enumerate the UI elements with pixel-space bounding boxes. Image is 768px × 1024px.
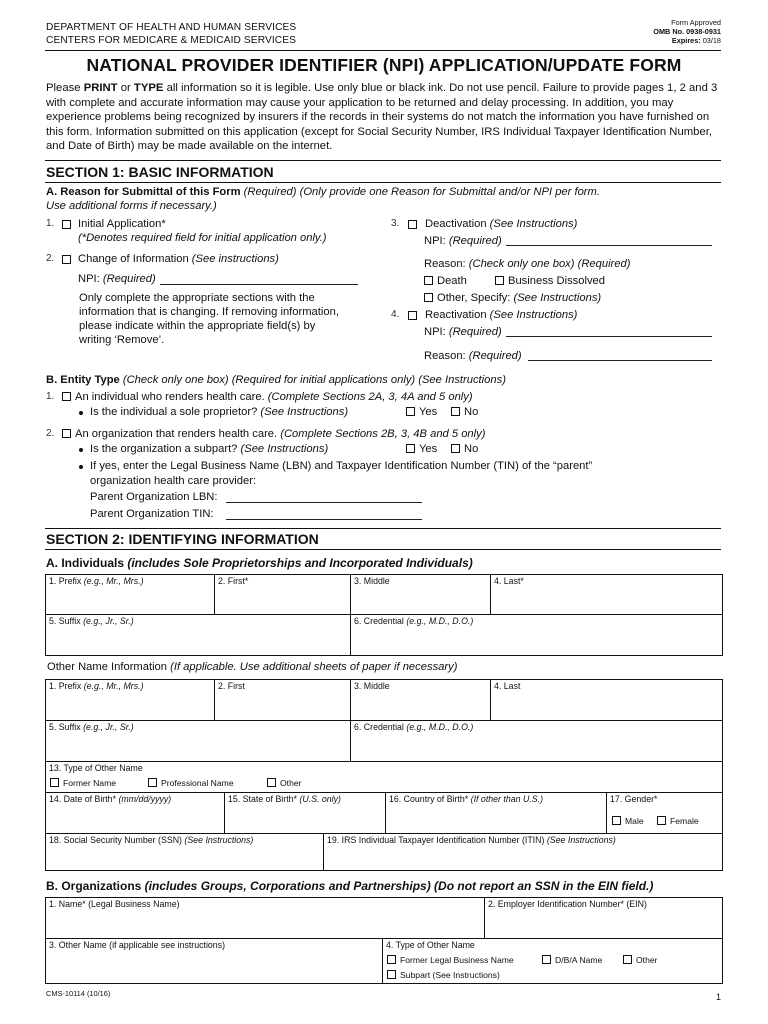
- bullet-icon: [79, 448, 83, 452]
- death-option[interactable]: [424, 274, 467, 288]
- org-other-option[interactable]: [623, 955, 658, 965]
- org-other-checkbox[interactable]: [623, 955, 632, 964]
- reason-title: A. Reason for Submittal of this Form: [46, 186, 241, 198]
- intro-print: PRINT: [83, 82, 118, 94]
- other-middle-name-input[interactable]: [353, 702, 488, 718]
- other-name-label: Other: [280, 778, 302, 788]
- subpart-yes-checkbox[interactable]: [406, 444, 415, 453]
- reactivation: [425, 308, 577, 322]
- gender-field: [606, 792, 723, 834]
- form-id: CMS-10114 (10/16): [46, 989, 111, 998]
- reason-note-check: (Check only one box) (Required): [465, 258, 631, 270]
- reason-label: Reason:: [424, 258, 466, 270]
- dob-input[interactable]: [48, 815, 222, 831]
- other-suffix-field: [45, 720, 351, 762]
- org-name-label: 1. Name* (Legal Business Name): [49, 899, 180, 909]
- other-prefix-input[interactable]: [48, 702, 212, 718]
- state-of-birth-field: [224, 792, 386, 834]
- change-npi-input[interactable]: [162, 271, 356, 284]
- reactivation-checkbox[interactable]: [408, 311, 417, 320]
- state-of-birth-text: 15. State of Birth*: [228, 794, 297, 804]
- sole-proprietor-no-checkbox[interactable]: [451, 407, 460, 416]
- other-prefix-field: [45, 679, 215, 721]
- org-other-name-field: [45, 938, 383, 984]
- ssn-label: [49, 835, 253, 845]
- ein-label: 2. Employer Identification Number* (EIN): [488, 899, 647, 909]
- change-info-text-1: Only complete the appropriate sections with the: [79, 292, 315, 304]
- reason-heading: [46, 185, 600, 199]
- first-name-field: [214, 574, 351, 615]
- change-npi-label: [78, 272, 156, 286]
- other-credential-eg: (e.g., M.D., D.O.): [403, 722, 474, 732]
- other-credential-text: 6. Credential: [354, 722, 404, 732]
- npi-required-2: (Required): [445, 235, 502, 247]
- first-name-label: 2. First*: [218, 576, 249, 586]
- professional-name-checkbox[interactable]: [148, 778, 157, 787]
- other-last-name-field: [490, 679, 723, 721]
- change-npi-line: [160, 284, 358, 285]
- credential-text: 6. Credential: [354, 616, 404, 626]
- subpart-label: Is the organization a subpart?: [90, 443, 238, 455]
- form-approved: Form Approved: [671, 18, 721, 27]
- page-number: 1: [716, 992, 722, 1002]
- organizations-heading: [46, 879, 653, 893]
- former-lbn-option[interactable]: [387, 955, 514, 965]
- reason-4-number: 4.: [391, 309, 400, 320]
- country-of-birth-text: 16. Country of Birth*: [389, 794, 469, 804]
- business-dissolved-checkbox[interactable]: [495, 276, 504, 285]
- last-name-field: [490, 574, 723, 615]
- subpart-note: (See Instructions): [237, 443, 329, 455]
- deactivation-reason-label: [424, 257, 630, 271]
- lbn-text-2: organization health care provider:: [90, 475, 257, 487]
- change-info-text-2: information that is changing. If removing information,: [79, 306, 339, 318]
- bullet-icon: [79, 465, 83, 469]
- individuals-heading: [46, 556, 473, 570]
- suffix-input[interactable]: [48, 637, 348, 653]
- change-of-information: [78, 252, 279, 266]
- deactivation-npi-label: [424, 234, 502, 248]
- death-label: Death: [437, 275, 467, 287]
- no-label: No: [464, 406, 479, 418]
- credential-input[interactable]: [353, 637, 720, 653]
- other-prefix-eg: (e.g., Mr., Mrs.): [81, 681, 144, 691]
- reactivation-note: (See Instructions): [486, 309, 578, 321]
- other-name-title: Other Name Information: [47, 661, 168, 673]
- state-of-birth-input[interactable]: [227, 815, 383, 831]
- intro-rest: all information so it is legible. Use only blue or black ink. Do not use pencil. Failure to provide pages 1, 2 and 3 with complete and accurate information may cause your application to be returned and delay processing. In addition, you may experience problems being recognized by insurers if the records in their systems do not match the information you have furnished on this form. Information submitted on this application (except for Social Security Number, IRS Individual Taxpayer Identification Number, and Date of Birth) may be made available on the internet.: [46, 82, 718, 153]
- first-name-input[interactable]: [217, 596, 348, 612]
- other-last-name-label: 4. Last: [494, 681, 521, 691]
- state-of-birth-label: [228, 794, 341, 804]
- state-of-birth-note: (U.S. only): [296, 794, 341, 804]
- sole-proprietor-label: Is the individual a sole proprietor?: [90, 406, 258, 418]
- prefix-field: [45, 574, 215, 615]
- org-other-name-input[interactable]: [48, 965, 380, 981]
- organizations-note: (includes Groups, Corporations and Partnerships) (Do not report an SSN in the EIN field.): [141, 879, 654, 893]
- business-dissolved-label: Business Dissolved: [508, 275, 606, 287]
- last-name-input[interactable]: [493, 596, 720, 612]
- suffix-label: [49, 616, 134, 626]
- subpart-question: [90, 442, 328, 456]
- ssn-note: (See Instructions): [181, 835, 254, 845]
- intro-or: or: [117, 82, 134, 94]
- female-checkbox[interactable]: [657, 816, 666, 825]
- change-of-information-checkbox[interactable]: [62, 255, 71, 264]
- male-label: Male: [625, 816, 644, 826]
- initial-application-label: Initial Application*: [78, 218, 166, 230]
- subpart-no[interactable]: [451, 442, 478, 456]
- subpart-yes[interactable]: [406, 442, 437, 456]
- female-label: Female: [670, 816, 699, 826]
- reactivation-reason-line: [528, 360, 712, 361]
- reactivation-reason-label: [424, 349, 522, 363]
- intro-please: Please: [46, 82, 84, 94]
- reason-note-2: Use additional forms if necessary.): [46, 200, 217, 212]
- lbn-text-1: If yes, enter the Legal Business Name (LBN) and Taxpayer Identification Number (TIN) of the “parent”: [90, 460, 593, 472]
- omb-number: OMB No. 0938-0931: [653, 27, 721, 36]
- reactivation-npi-label: [424, 325, 502, 339]
- org-other-label: Other: [636, 955, 658, 965]
- entity-organization-note: (Complete Sections 2B, 3, 4B and 5 only): [277, 428, 486, 440]
- reason-2-number: 2.: [46, 253, 55, 264]
- entity-type-title: B. Entity Type: [46, 374, 120, 386]
- deactivation-npi-input[interactable]: [508, 232, 710, 245]
- other-suffix-input[interactable]: [48, 743, 348, 759]
- other-credential-label: [354, 722, 473, 732]
- entity-type-heading: [46, 373, 506, 387]
- reason-required: (Required): [465, 350, 522, 362]
- yes-label-2: Yes: [419, 443, 438, 455]
- other-credential-input[interactable]: [353, 743, 720, 759]
- ssn-field: [45, 833, 324, 871]
- sole-proprietor-yes-checkbox[interactable]: [406, 407, 415, 416]
- organizations-title: B. Organizations: [46, 879, 142, 893]
- prefix-eg: (e.g., Mr., Mrs.): [81, 576, 144, 586]
- other-first-name-field: [214, 679, 351, 721]
- org-name-input[interactable]: [48, 920, 482, 936]
- subpart-no-checkbox[interactable]: [451, 444, 460, 453]
- type-other-name-label: 13. Type of Other Name: [49, 763, 143, 773]
- former-name-label: Former Name: [63, 778, 117, 788]
- parent-tin-input[interactable]: [228, 506, 420, 519]
- other-name-checkbox[interactable]: [267, 778, 276, 787]
- section2-rule-top: [45, 528, 721, 529]
- reason-label-2: Reason:: [424, 350, 466, 362]
- npi-label-3: NPI:: [424, 326, 446, 338]
- professional-name-option[interactable]: [148, 778, 234, 788]
- deactivation-note: (See Instructions): [486, 218, 578, 230]
- suffix-field: [45, 614, 351, 656]
- individuals-note: (includes Sole Proprietorships and Incorporated Individuals): [124, 556, 473, 570]
- credential-eg: (e.g., M.D., D.O.): [403, 616, 474, 626]
- section2-rule-bottom: [45, 549, 721, 550]
- other-name-heading: [47, 660, 457, 674]
- other-specify-option[interactable]: [424, 291, 601, 305]
- ein-input[interactable]: [487, 920, 720, 936]
- dba-name-label: D/B/A Name: [555, 955, 603, 965]
- prefix-text: 1. Prefix: [49, 576, 82, 586]
- gender-label: 17. Gender*: [610, 794, 658, 804]
- agency-line-1: DEPARTMENT OF HEALTH AND HUMAN SERVICES: [46, 22, 297, 33]
- other-prefix-label: [49, 681, 144, 691]
- deactivation-npi-line: [506, 245, 712, 246]
- middle-name-field: [350, 574, 491, 615]
- other-suffix-eg: (e.g., Jr., Sr.): [80, 722, 134, 732]
- middle-name-input[interactable]: [353, 596, 488, 612]
- intro-paragraph: [46, 81, 724, 154]
- entity-1-number: 1.: [46, 391, 55, 402]
- dba-name-option[interactable]: [542, 955, 602, 965]
- section1-rule-bottom: [45, 182, 721, 183]
- parent-tin-label: Parent Organization TIN:: [90, 508, 214, 520]
- last-name-label: 4. Last*: [494, 576, 524, 586]
- no-label-2: No: [464, 443, 479, 455]
- expires: [672, 37, 721, 46]
- other-first-name-label: 2. First: [218, 681, 245, 691]
- male-option[interactable]: [612, 816, 644, 826]
- other-specify-checkbox[interactable]: [424, 293, 433, 302]
- npi-required: (Required): [99, 273, 156, 285]
- credential-field: [350, 614, 723, 656]
- dob-format: (mm/dd/yyyy): [116, 794, 172, 804]
- deactivation-checkbox[interactable]: [408, 220, 417, 229]
- reason-3-number: 3.: [391, 218, 400, 229]
- bullet-icon: [79, 411, 83, 415]
- entity-individual[interactable]: [62, 390, 473, 404]
- credential-label: [354, 616, 473, 626]
- ein-field: [484, 897, 723, 939]
- entity-individual-note: (Complete Sections 2A, 3, 4A and 5 only): [264, 391, 473, 403]
- parent-lbn-input[interactable]: [228, 489, 420, 502]
- section2-title: SECTION 2: IDENTIFYING INFORMATION: [46, 531, 319, 547]
- itin-label: [327, 835, 616, 845]
- reactivation-reason-input[interactable]: [530, 347, 710, 360]
- individuals-title: A. Individuals: [46, 556, 125, 570]
- itin-note: (See Instructions): [544, 835, 616, 845]
- other-name-option[interactable]: [267, 778, 302, 788]
- agency-line-2: CENTERS FOR MEDICARE & MEDICAID SERVICES: [46, 35, 297, 46]
- other-first-name-input[interactable]: [217, 702, 348, 718]
- other-last-name-input[interactable]: [493, 702, 720, 718]
- section1-rule-top: [45, 160, 721, 161]
- other-name-note: (If applicable. Use additional sheets of paper if necessary): [167, 661, 458, 673]
- country-of-birth-note: (If other than U.S.): [468, 794, 544, 804]
- other-suffix-label: [49, 722, 134, 732]
- page-title: NATIONAL PROVIDER IDENTIFIER (NPI) APPLICATION/UPDATE FORM: [86, 55, 682, 75]
- business-dissolved-option[interactable]: [495, 274, 605, 288]
- former-lbn-label: Former Legal Business Name: [400, 955, 514, 965]
- middle-name-label: 3. Middle: [354, 576, 390, 586]
- ssn-input[interactable]: [48, 852, 321, 868]
- entity-2-number: 2.: [46, 428, 55, 439]
- parent-lbn-label: Parent Organization LBN:: [90, 491, 218, 503]
- itin-input[interactable]: [326, 852, 720, 868]
- type-other-name-field: [45, 761, 723, 793]
- deactivation-label: Deactivation: [425, 218, 487, 230]
- reactivation-npi-input[interactable]: [508, 323, 710, 336]
- suffix-text: 5. Suffix: [49, 616, 81, 626]
- male-checkbox[interactable]: [612, 816, 621, 825]
- itin-text: 19. IRS Individual Taxpayer Identification Number (ITIN): [327, 835, 545, 845]
- section1-title: SECTION 1: BASIC INFORMATION: [46, 164, 274, 180]
- org-type-other-name-label: 4. Type of Other Name: [386, 940, 475, 950]
- ssn-text: 18. Social Security Number (SSN): [49, 835, 182, 845]
- initial-application-note: (*Denotes required field for initial application only.): [78, 232, 327, 244]
- country-of-birth-field: [385, 792, 607, 834]
- entity-type-note: (Check only one box) (Required for initial applications only) (See Instructions): [119, 374, 506, 386]
- other-middle-name-label: 3. Middle: [354, 681, 390, 691]
- death-checkbox[interactable]: [424, 276, 433, 285]
- reason-note: (Required) (Only provide one Reason for Submittal and/or NPI per form.: [240, 186, 600, 198]
- country-of-birth-label: [389, 794, 543, 804]
- dob-field: [45, 792, 225, 834]
- org-other-name-label: 3. Other Name (if applicable see instructions): [49, 940, 226, 950]
- expires-label: Expires:: [671, 36, 701, 45]
- prefix-label: [49, 576, 144, 586]
- former-name-option[interactable]: [50, 778, 116, 788]
- parent-lbn-line: [226, 502, 422, 503]
- subpart-option[interactable]: [387, 970, 500, 980]
- change-of-information-note: (See instructions): [188, 253, 279, 265]
- country-of-birth-input[interactable]: [388, 815, 604, 831]
- initial-application-checkbox[interactable]: [62, 220, 71, 229]
- entity-organization[interactable]: [62, 427, 485, 441]
- sole-proprietor-question: [90, 405, 348, 419]
- dob-label: [49, 794, 171, 804]
- dba-name-checkbox[interactable]: [542, 955, 551, 964]
- other-middle-name-field: [350, 679, 491, 721]
- change-info-text-4: writing ‘Remove’.: [79, 334, 165, 346]
- other-specify-label: Other, Specify:: [437, 292, 511, 304]
- deactivation: [425, 217, 577, 231]
- entity-organization-checkbox[interactable]: [62, 429, 71, 438]
- org-name-field: [45, 897, 485, 939]
- subpart-type-label: Subpart (See Instructions): [400, 970, 500, 980]
- reason-1-number: 1.: [46, 218, 55, 229]
- former-lbn-checkbox[interactable]: [387, 955, 396, 964]
- professional-name-label: Professional Name: [161, 778, 234, 788]
- change-of-information-label: Change of Information: [78, 253, 189, 265]
- former-name-checkbox[interactable]: [50, 778, 59, 787]
- subpart-checkbox[interactable]: [387, 970, 396, 979]
- npi-required-3: (Required): [445, 326, 502, 338]
- itin-field: [323, 833, 723, 871]
- org-type-other-name-field: [382, 938, 723, 984]
- suffix-eg: (e.g., Jr., Sr.): [80, 616, 134, 626]
- other-prefix-text: 1. Prefix: [49, 681, 82, 691]
- other-suffix-text: 5. Suffix: [49, 722, 81, 732]
- intro-type: TYPE: [133, 82, 164, 94]
- dob-text: 14. Date of Birth*: [49, 794, 116, 804]
- reactivation-label: Reactivation: [425, 309, 487, 321]
- sole-proprietor-yes[interactable]: [406, 405, 437, 419]
- expires-value: 03/18: [702, 36, 721, 45]
- entity-individual-checkbox[interactable]: [62, 392, 71, 401]
- change-info-text-3: please indicate within the appropriate field(s) by: [79, 320, 316, 332]
- header-rule: [45, 50, 721, 51]
- sole-proprietor-no[interactable]: [451, 405, 478, 419]
- npi-label: NPI:: [78, 273, 100, 285]
- sole-proprietor-note: (See Instructions): [257, 406, 349, 418]
- prefix-input[interactable]: [48, 596, 212, 612]
- reactivation-npi-line: [506, 336, 712, 337]
- npi-label-2: NPI:: [424, 235, 446, 247]
- entity-individual-label: An individual who renders health care.: [75, 391, 265, 403]
- parent-tin-line: [226, 519, 422, 520]
- entity-organization-label: An organization that renders health care.: [75, 428, 278, 440]
- yes-label: Yes: [419, 406, 438, 418]
- other-specify-note: (See Instructions): [510, 292, 602, 304]
- female-option[interactable]: [657, 816, 699, 826]
- other-credential-field: [350, 720, 723, 762]
